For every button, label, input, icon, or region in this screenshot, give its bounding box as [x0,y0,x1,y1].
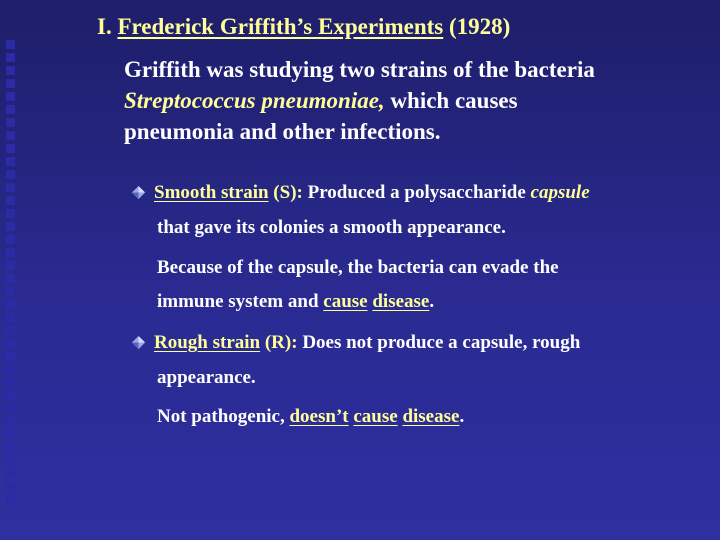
decorative-square [6,183,15,192]
decorative-square [6,131,15,140]
decorative-square [6,443,15,452]
doesnt-term: doesn’t [289,406,349,427]
decorative-square [6,300,15,309]
species-name: Streptococcus pneumoniae, [124,88,385,113]
intro-line-3: pneumonia and other infections. [124,119,441,144]
intro-line-2 [124,85,595,116]
decorative-square [6,92,15,101]
decorative-square [6,430,15,439]
rough-strain-tag: (R): [260,332,298,353]
decorative-square [6,274,15,283]
capsule-term: capsule [530,182,590,203]
slide-title [97,14,510,40]
cause-term: cause [353,406,398,427]
intro-line-2-rest: which causes [384,88,518,113]
decorative-square [6,40,15,49]
decorative-square [6,209,15,218]
title-numeral: I. [97,14,118,39]
diamond-bullet-icon [131,185,146,200]
decorative-square [6,196,15,205]
decorative-square [6,105,15,114]
cause-term: cause [323,291,368,312]
period: . [429,291,435,312]
decorative-square [6,391,15,400]
smooth-strain-line-2: that gave its colonies a smooth appearance. [157,217,506,238]
smooth-strain-para-2-line-2 [157,291,434,313]
decorative-square [6,365,15,374]
rough-strain-para-2 [157,406,464,428]
decorative-square [6,222,15,231]
rough-strain-bullet [134,332,580,354]
decorative-square [6,313,15,322]
smooth-strain-tag: (S): [268,182,303,203]
intro-line-1: Griffith was studying two strains of the bacteria [124,57,595,82]
decorative-square [6,352,15,361]
period: . [459,406,465,427]
rough-para-2-pre: Not pathogenic, [157,406,290,427]
decorative-square [6,404,15,413]
decorative-square [6,144,15,153]
smooth-strain-para-2-line-1: Because of the capsule, the bacteria can evade the [157,257,559,278]
decorative-square [6,339,15,348]
smooth-para-2-pre: immune system and [157,291,324,312]
rough-strain-label: Rough strain [154,332,261,353]
decorative-square [6,495,15,504]
rough-strain-line-2: appearance. [157,367,256,388]
decorative-square [6,79,15,88]
smooth-strain-label: Smooth strain [154,182,269,203]
decorative-square [6,118,15,127]
decorative-square [6,287,15,296]
decorative-square [6,235,15,244]
smooth-strain-bullet [134,182,590,204]
decorative-squares [6,40,15,508]
decorative-square [6,482,15,491]
title-text: Frederick Griffith’s Experiments [117,14,444,39]
title-year: (1928) [443,14,511,39]
decorative-square [6,66,15,75]
decorative-square [6,456,15,465]
decorative-square [6,378,15,387]
decorative-square [6,170,15,179]
rough-strain-desc: Does not produce a capsule, rough [297,332,581,353]
decorative-square [6,53,15,62]
diamond-bullet-icon [131,335,146,350]
decorative-square [6,157,15,166]
disease-term: disease [402,406,460,427]
disease-term: disease [372,291,430,312]
decorative-square [6,417,15,426]
decorative-square [6,248,15,257]
decorative-square [6,469,15,478]
decorative-square [6,261,15,270]
decorative-square [6,326,15,335]
intro-paragraph [124,54,595,147]
smooth-strain-desc: Produced a polysaccharide [302,182,531,203]
